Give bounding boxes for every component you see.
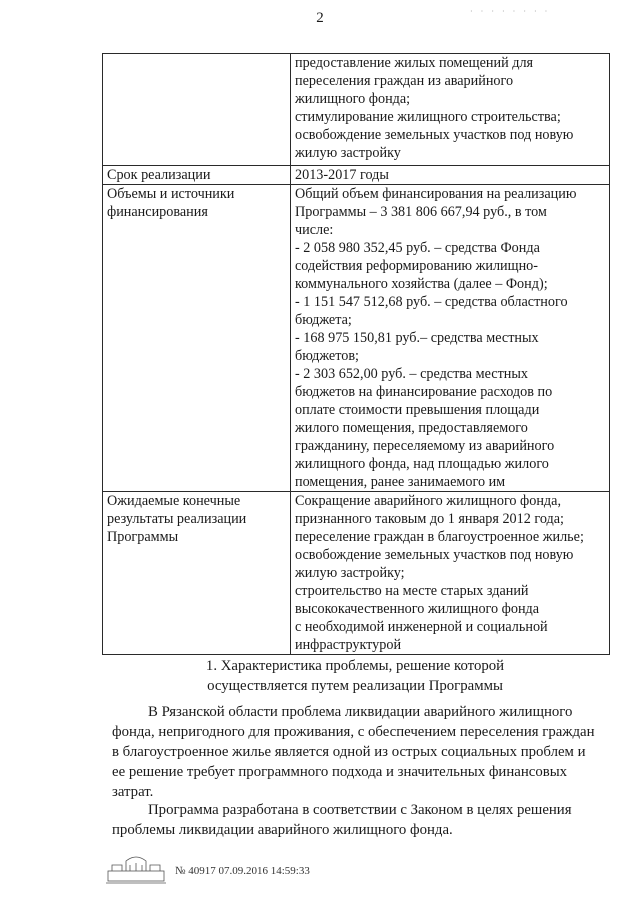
cell-text-line: - 168 975 150,81 руб.– средства местных bbox=[295, 330, 539, 346]
table-cell-value bbox=[291, 54, 610, 166]
row-label: Срок реализации bbox=[107, 167, 211, 183]
cell-text-line: жилищного фонда, над площадью жилого bbox=[295, 456, 549, 472]
row-label: результаты реализации bbox=[107, 511, 247, 527]
document-stamp: № 40917 07.09.2016 14:59:33 bbox=[175, 865, 310, 877]
cell-text-line: освобождение земельных участков под новую bbox=[295, 547, 574, 563]
cell-text-line: инфраструктурой bbox=[295, 637, 402, 653]
document-footer bbox=[102, 853, 402, 889]
table-row bbox=[103, 185, 610, 492]
cell-text-line: гражданину, переселяемому из аварийного bbox=[295, 438, 555, 454]
section-heading-line: 1. Характеристика проблемы, решение которой bbox=[205, 658, 505, 674]
section-heading bbox=[100, 656, 610, 696]
paragraph-line: В Рязанской области проблема ликвидации аварийного жилищного bbox=[148, 704, 573, 720]
table-cell-label bbox=[103, 54, 291, 166]
program-passport-table bbox=[102, 53, 610, 655]
cell-text-line: жилищного фонда; bbox=[295, 91, 411, 107]
paragraph-line: затрат. bbox=[112, 784, 154, 800]
table-cell-label bbox=[103, 166, 291, 185]
cell-text-line: переселение граждан в благоустроенное жилье; bbox=[295, 529, 584, 545]
cell-text-line: - 1 151 547 512,68 руб. – средства областного bbox=[295, 294, 568, 310]
page-number: 2 bbox=[316, 10, 324, 26]
cell-text-line: числе: bbox=[295, 222, 334, 238]
cell-text-line: высококачественного жилищного фонда bbox=[295, 601, 540, 617]
paragraph-line: в благоустроенное жилье является одной из острых социальных проблем и bbox=[112, 744, 586, 760]
cell-text-line: переселения граждан из аварийного bbox=[295, 73, 514, 89]
cell-text-line: коммунального хозяйства (далее – Фонд); bbox=[295, 276, 548, 292]
table-cell-value bbox=[291, 166, 610, 185]
table-cell-label bbox=[103, 185, 291, 492]
section-heading-line: осуществляется путем реализации Программы bbox=[207, 678, 503, 694]
cell-text-line: бюджетов; bbox=[295, 348, 359, 364]
paragraph-1 bbox=[112, 702, 610, 802]
scan-artifact: · · · · · · · · bbox=[470, 7, 551, 16]
table-row bbox=[103, 166, 610, 185]
cell-text-line: помещения, ранее занимаемого им bbox=[295, 474, 506, 490]
cell-text-line: жилого помещения, предоставляемого bbox=[295, 420, 528, 436]
registry-seal-icon bbox=[102, 853, 170, 887]
row-label: Программы bbox=[107, 529, 179, 545]
cell-text-line: жилую застройку bbox=[295, 145, 401, 161]
cell-text-line: Сокращение аварийного жилищного фонда, bbox=[295, 493, 561, 509]
cell-text-line: жилую застройку; bbox=[295, 565, 405, 581]
cell-text-line: освобождение земельных участков под новую bbox=[295, 127, 574, 143]
cell-text-line: Общий объем финансирования на реализацию bbox=[295, 186, 577, 202]
cell-text-line: бюджета; bbox=[295, 312, 352, 328]
table-cell-value bbox=[291, 185, 610, 492]
cell-text-line: предоставление жилых помещений для bbox=[295, 55, 534, 71]
cell-text-line: бюджетов на финансирование расходов по bbox=[295, 384, 553, 400]
paragraph-line: ее решение требует программного подхода и значительных финансовых bbox=[112, 764, 568, 780]
table-row bbox=[103, 492, 610, 655]
paragraph-2 bbox=[112, 800, 610, 840]
table-cell-label bbox=[103, 492, 291, 655]
cell-text-line: стимулирование жилищного строительства; bbox=[295, 109, 561, 125]
cell-text-line: содействия реформированию жилищно- bbox=[295, 258, 538, 274]
cell-text-line: строительство на месте старых зданий bbox=[295, 583, 529, 599]
table-cell-value bbox=[291, 492, 610, 655]
row-label: финансирования bbox=[107, 204, 208, 220]
paragraph-line: Программа разработана в соответствии с Законом в целях решения bbox=[148, 802, 572, 818]
cell-text-line: признанного таковым до 1 января 2012 года; bbox=[295, 511, 564, 527]
cell-text-line: 2013-2017 годы bbox=[295, 167, 389, 183]
cell-text-line: оплате стоимости превышения площади bbox=[295, 402, 540, 418]
paragraph-line: проблемы ликвидации аварийного жилищного фонда. bbox=[112, 822, 453, 838]
paragraph-line: фонда, непригодного для проживания, с обеспечением переселения граждан bbox=[112, 724, 595, 740]
row-label: Объемы и источники bbox=[107, 186, 235, 202]
cell-text-line: - 2 303 652,00 руб. – средства местных bbox=[295, 366, 528, 382]
row-label: Ожидаемые конечные bbox=[107, 493, 241, 509]
cell-text-line: с необходимой инженерной и социальной bbox=[295, 619, 548, 635]
cell-text-line: - 2 058 980 352,45 руб. – средства Фонда bbox=[295, 240, 540, 256]
table-row bbox=[103, 54, 610, 166]
cell-text-line: Программы – 3 381 806 667,94 руб., в том bbox=[295, 204, 547, 220]
